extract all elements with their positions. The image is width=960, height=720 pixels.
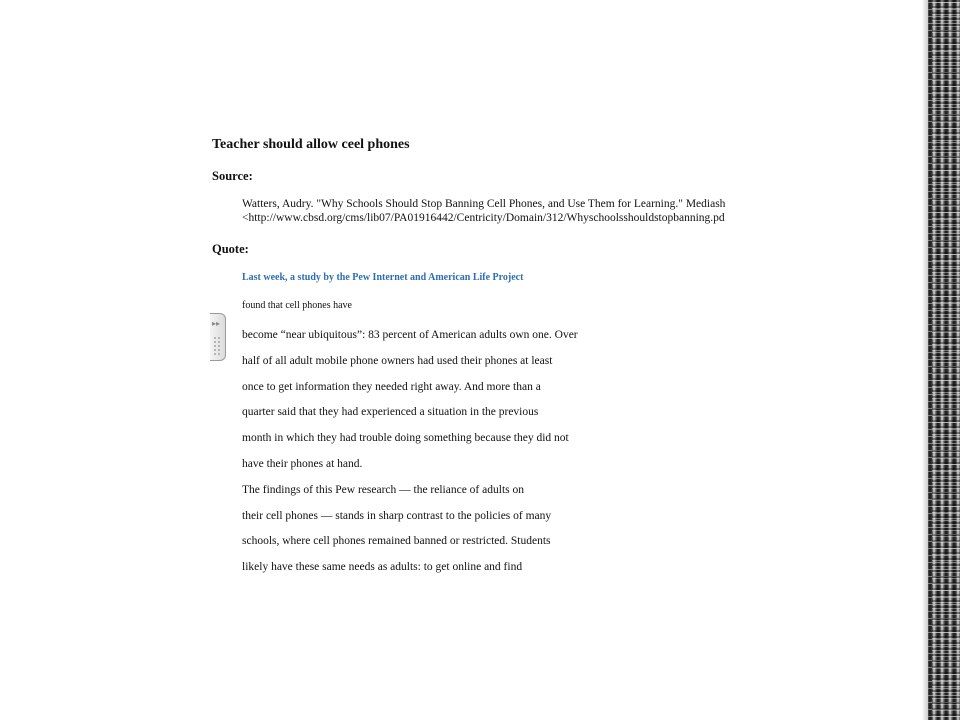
- quote-line: likely have these same needs as adults: to get online and find: [242, 561, 523, 574]
- quote-intro: found that cell phones have: [242, 300, 352, 311]
- citation-line-1: Watters, Audry. "Why Schools Should Stop Banning Cell Phones, and Use Them for Learning." Mediash: [242, 198, 726, 210]
- document-title: Teacher should allow ceel phones: [212, 137, 410, 152]
- side-panel-toggle[interactable]: [210, 313, 226, 361]
- expand-arrows-icon: ▸▸: [212, 319, 221, 328]
- quote-line: quarter said that they had experienced a situation in the previous: [242, 406, 539, 419]
- quote-line: half of all adult mobile phone owners had used their phones at least: [242, 354, 553, 367]
- quote-line: once to get information they needed right away. And more than a: [242, 380, 541, 393]
- document-page: [212, 0, 752, 720]
- quote-line: The findings of this Pew research — the reliance of adults on: [242, 483, 524, 496]
- quote-line: schools, where cell phones remained banned or restricted. Students: [242, 535, 551, 548]
- quote-body: [242, 327, 578, 585]
- quote-line: have their phones at hand.: [242, 457, 363, 470]
- grip-handle-icon: [213, 336, 221, 356]
- quote-label: Quote:: [212, 242, 249, 256]
- quote-line: month in which they had trouble doing something because they did not: [242, 432, 569, 445]
- decorative-edge-border: [922, 0, 960, 720]
- quote-heading: Last week, a study by the Pew Internet and American Life Project: [242, 272, 524, 283]
- quote-line: their cell phones — stands in sharp contrast to the policies of many: [242, 509, 552, 522]
- citation-line-2: <http://www.cbsd.org/cms/lib07/PA01916442/Centricity/Domain/312/Whyschoolsshouldstopbanning.pd: [242, 212, 725, 224]
- source-label: Source:: [212, 169, 253, 183]
- quote-line: become “near ubiquitous”: 83 percent of American adults own one. Over: [242, 329, 578, 341]
